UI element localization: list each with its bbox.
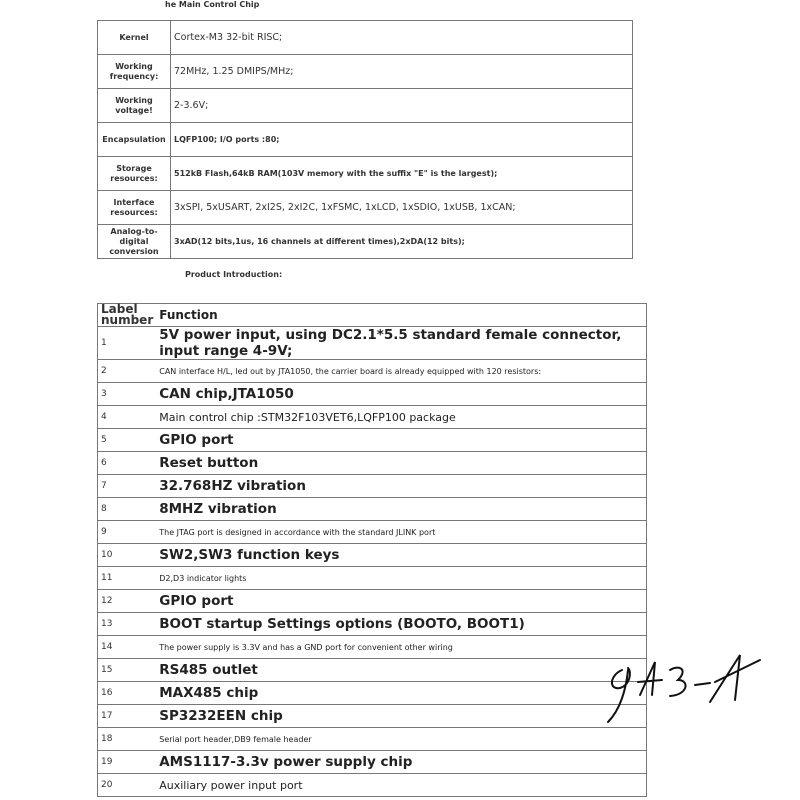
spec-row (98, 123, 633, 157)
table-row (98, 659, 647, 682)
label-number: 14 (98, 636, 157, 659)
label-number: 9 (98, 521, 157, 544)
table-row (98, 521, 647, 544)
header-function: Function (156, 304, 646, 327)
label-number: 19 (98, 751, 157, 774)
label-number: 16 (98, 682, 157, 705)
function-text: Reset button (156, 452, 646, 475)
spec-row (98, 191, 633, 225)
label-number: 20 (98, 774, 157, 797)
table-row (98, 406, 647, 429)
spec-key: Working voltage! (98, 89, 171, 123)
spec-value: LQFP100; I/O ports :80; (171, 123, 633, 157)
label-number: 3 (98, 383, 157, 406)
label-number: 5 (98, 429, 157, 452)
signature-watermark (600, 650, 770, 725)
spec-key: Working frequency: (98, 55, 171, 89)
table-row (98, 567, 647, 590)
spec-key: Kernel (98, 21, 171, 55)
label-number: 11 (98, 567, 157, 590)
function-text: CAN interface H/L, led out by JTA1050, the carrier board is already equipped with 120 resistors: (156, 360, 646, 383)
table-row (98, 751, 647, 774)
spec-row (98, 225, 633, 259)
label-number: 7 (98, 475, 157, 498)
table-row (98, 498, 647, 521)
spec-row (98, 89, 633, 123)
label-number: 6 (98, 452, 157, 475)
spec-key: Interface resources: (98, 191, 171, 225)
spec-value: 512kB Flash,64kB RAM(103V memory with the suffix "E" is the largest); (171, 157, 633, 191)
table-row (98, 636, 647, 659)
label-number: 15 (98, 659, 157, 682)
table-row (98, 774, 647, 797)
function-text: 8MHZ vibration (156, 498, 646, 521)
label-number: 13 (98, 613, 157, 636)
label-number: 4 (98, 406, 157, 429)
spec-value: Cortex-M3 32-bit RISC; (171, 21, 633, 55)
table-row (98, 682, 647, 705)
label-number: 10 (98, 544, 157, 567)
table-row (98, 613, 647, 636)
spec-row (98, 157, 633, 191)
label-number: 1 (98, 327, 157, 360)
header-label-number: Label number (98, 304, 157, 327)
function-text: The JTAG port is designed in accordance with the standard JLINK port (156, 521, 646, 544)
intro-table (97, 303, 647, 797)
function-text: 5V power input, using DC2.1*5.5 standard female connector, input range 4-9V; (156, 327, 646, 360)
label-number: 17 (98, 705, 157, 728)
spec-key: Analog-to-digital conversion (98, 225, 171, 259)
spec-row (98, 21, 633, 55)
spec-key: Encapsulation (98, 123, 171, 157)
spec-key: Storage resources: (98, 157, 171, 191)
function-text: AMS1117-3.3v power supply chip (156, 751, 646, 774)
table-row (98, 728, 647, 751)
function-text: 32.768HZ vibration (156, 475, 646, 498)
table-row (98, 327, 647, 360)
spec-title: he Main Control Chip (165, 0, 260, 9)
spec-value: 3xSPI, 5xUSART, 2xI2S, 2xI2C, 1xFSMC, 1xLCD, 1xSDIO, 1xUSB, 1xCAN; (171, 191, 633, 225)
spec-table (97, 20, 633, 259)
table-row (98, 705, 647, 728)
function-text: SW2,SW3 function keys (156, 544, 646, 567)
intro-title: Product Introduction: (185, 270, 283, 279)
function-text: Serial port header,DB9 female header (156, 728, 646, 751)
function-text: D2,D3 indicator lights (156, 567, 646, 590)
label-number: 2 (98, 360, 157, 383)
table-header-row (98, 304, 647, 327)
function-text: GPIO port (156, 590, 646, 613)
spec-value: 2-3.6V; (171, 89, 633, 123)
label-number: 8 (98, 498, 157, 521)
label-number: 12 (98, 590, 157, 613)
function-text: The power supply is 3.3V and has a GND port for convenient other wiring (156, 636, 646, 659)
label-number: 18 (98, 728, 157, 751)
function-text: Auxiliary power input port (156, 774, 646, 797)
table-row (98, 429, 647, 452)
spec-value: 72MHz, 1.25 DMIPS/MHz; (171, 55, 633, 89)
table-row (98, 360, 647, 383)
table-row (98, 590, 647, 613)
spec-row (98, 55, 633, 89)
function-text: SP3232EEN chip (156, 705, 646, 728)
function-text: BOOT startup Settings options (BOOTO, BOOT1) (156, 613, 646, 636)
table-row (98, 544, 647, 567)
function-text: MAX485 chip (156, 682, 646, 705)
function-text: CAN chip,JTA1050 (156, 383, 646, 406)
function-text: GPIO port (156, 429, 646, 452)
table-row (98, 452, 647, 475)
spec-value: 3xAD(12 bits,1us, 16 channels at different times),2xDA(12 bits); (171, 225, 633, 259)
table-row (98, 475, 647, 498)
function-text: RS485 outlet (156, 659, 646, 682)
function-text: Main control chip :STM32F103VET6,LQFP100 package (156, 406, 646, 429)
table-row (98, 383, 647, 406)
